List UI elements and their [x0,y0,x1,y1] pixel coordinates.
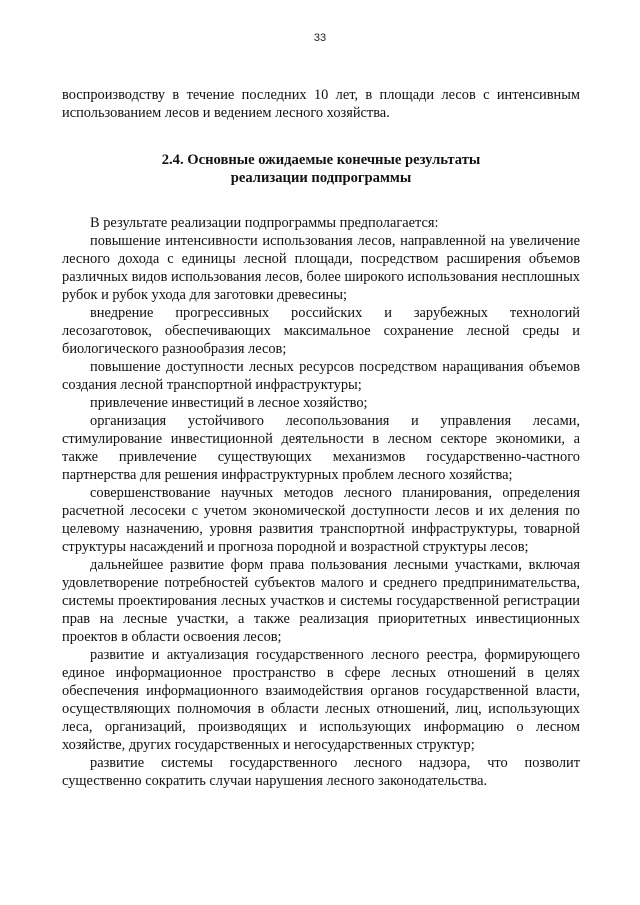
result-item: повышение интенсивности использования лесов, направленной на увеличение лесного дохода с единицы лесной площади, посредством расширения объемов различных видов использования лесов, более широкого использования несплошных рубок и рубок ухода для заготовки древесины; [62,233,580,303]
document-body [62,86,580,790]
result-item: привлечение инвестиций в лесное хозяйство; [90,395,368,411]
result-item: повышение доступности лесных ресурсов посредством наращивания объемов создания лесной транспортной инфраструктуры; [62,359,580,393]
intro-paragraph: воспроизводству в течение последних 10 лет, в площади лесов с интенсивным использованием лесов и ведением лесного хозяйства. [62,87,580,121]
result-item: совершенствование научных методов лесного планирования, определения расчетной лесосеки с учетом экономической доступности лесов и их деления по целевому назначению, уровня развития транспортной инфраструктуры, товарной структуры насаждений и прогноза породной и возрастной структуры лесов; [62,485,580,555]
page-number: 33 [313,32,327,44]
result-item: развитие и актуализация государственного лесного реестра, формирующего единое информационное пространство в сфере лесных отношений в целях обеспечения информационного взаимодействия органов государственной власти, осуществляющих полномочия в области лесных отношений, лиц, использующих леса, организаций, производящих и использующих информацию о лесном хозяйстве, других государственных и негосударственных структур; [62,647,580,753]
result-item: организация устойчивого лесопользования и управления лесами, стимулирование инвестиционной деятельности в лесном секторе экономики, а также привлечение существующих механизмов государственно-частного партнерства для решения инфраструктурных проблем лесного хозяйства; [62,413,580,483]
result-item: внедрение прогрессивных российских и зарубежных технологий лесозаготовок, обеспечивающих максимальное сохранение лесной среды и биологического разнообразия лесов; [62,305,580,357]
section-heading [62,151,580,187]
section-heading-line-1: 2.4. Основные ожидаемые конечные результаты [161,152,481,168]
lead-in-paragraph: В результате реализации подпрограммы предполагается: [90,215,439,231]
result-item: развитие системы государственного лесного надзора, что позволит существенно сократить случаи нарушения лесного законодательства. [62,755,580,789]
section-heading-line-2: реализации подпрограммы [230,170,412,186]
result-item: дальнейшее развитие форм права пользования лесными участками, включая удовлетворение потребностей субъектов малого и среднего предпринимательства, системы проектирования лесных участков и системы государственной регистрации прав на лесные участки, а также реализация приоритетных инвестиционных проектов в области освоения лесов; [62,557,580,645]
